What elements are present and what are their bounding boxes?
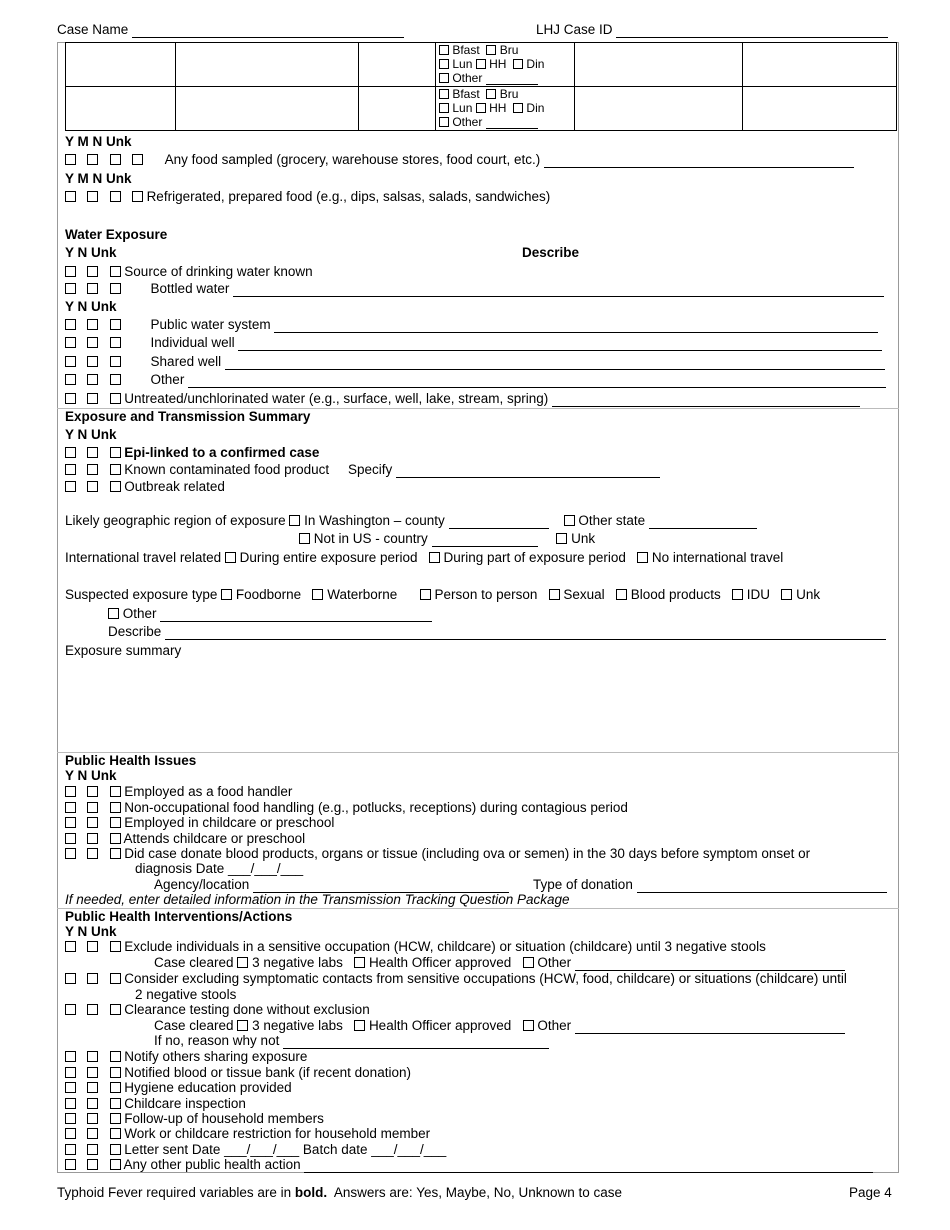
donation-type-label: Type of donation bbox=[533, 877, 633, 892]
checkbox-n[interactable] bbox=[87, 833, 98, 844]
public-water-input[interactable] bbox=[274, 320, 878, 333]
childcare-emp-label: Employed in childcare or preschool bbox=[124, 815, 335, 830]
checkbox-unk[interactable] bbox=[110, 464, 121, 475]
checkbox-ho-approved[interactable] bbox=[354, 957, 365, 968]
donate-row bbox=[65, 846, 810, 862]
region-label: Likely geographic region of exposure bbox=[65, 513, 286, 528]
donate-label: Did case donate blood products, organs or tissue (including ova or semen) in the 30 days before symptom onset or bbox=[124, 846, 811, 861]
water-source-label: Source of drinking water known bbox=[124, 264, 313, 279]
ynu-header: Y N Unk bbox=[65, 924, 117, 939]
checkbox-y[interactable] bbox=[65, 393, 76, 404]
checkbox-n[interactable] bbox=[87, 1159, 98, 1170]
checkbox-n[interactable] bbox=[87, 1067, 98, 1078]
exposure-type-row bbox=[65, 587, 820, 603]
intl-part-label: During part of exposure period bbox=[443, 550, 626, 565]
reason-input[interactable] bbox=[283, 1036, 549, 1049]
letter-label: Letter sent Date ___/___/___ Batch date ___/___/___ bbox=[124, 1142, 447, 1157]
person-label: Person to person bbox=[434, 587, 538, 602]
intl-travel-row bbox=[65, 550, 783, 566]
clearance-row bbox=[65, 1002, 370, 1018]
checkbox-unk[interactable] bbox=[110, 1144, 121, 1155]
checkbox-n[interactable] bbox=[87, 1051, 98, 1062]
footer-required-text: Typhoid Fever required variables are in bbox=[57, 1185, 292, 1200]
water-other-label: Other bbox=[150, 372, 185, 387]
checkbox-n[interactable] bbox=[87, 447, 98, 458]
checkbox[interactable] bbox=[513, 103, 523, 113]
case-cleared-label: Case cleared bbox=[154, 1018, 234, 1033]
other-input[interactable] bbox=[575, 1021, 845, 1034]
childcare-emp-row bbox=[65, 815, 334, 831]
exposure-summary-label: Exposure summary bbox=[65, 643, 182, 658]
untreated-label: Untreated/unchlorinated water (e.g., surface, well, lake, stream, spring) bbox=[124, 391, 549, 406]
checkbox-other-state[interactable] bbox=[564, 515, 575, 526]
checkbox[interactable] bbox=[439, 45, 449, 55]
checkbox-unk[interactable] bbox=[110, 337, 121, 348]
checkbox-unk[interactable] bbox=[110, 1159, 121, 1170]
checkbox-unk[interactable] bbox=[110, 319, 121, 330]
checkbox-y[interactable] bbox=[65, 356, 76, 367]
inspection-row bbox=[65, 1096, 246, 1112]
hygiene-row bbox=[65, 1080, 292, 1096]
checkbox-waterborne[interactable] bbox=[312, 589, 323, 600]
checkbox-y[interactable] bbox=[65, 447, 76, 458]
outbreak-label: Outbreak related bbox=[124, 479, 225, 494]
checkbox-n[interactable] bbox=[87, 464, 98, 475]
checkbox-y[interactable] bbox=[65, 1144, 76, 1155]
checkbox-person[interactable] bbox=[420, 589, 431, 600]
checkbox-n[interactable] bbox=[87, 374, 98, 385]
checkbox-foodborne[interactable] bbox=[221, 589, 232, 600]
meal-options-cell: Bfast Bru Lun HH Din Other bbox=[436, 43, 575, 87]
region-row bbox=[65, 513, 757, 529]
lhj-case-id-field[interactable] bbox=[536, 22, 888, 38]
checkbox-y[interactable] bbox=[65, 319, 76, 330]
intl-none-label: No international travel bbox=[651, 550, 784, 565]
checkbox-n[interactable] bbox=[87, 817, 98, 828]
followup-label: Follow-up of household members bbox=[124, 1111, 324, 1126]
case-name-field[interactable] bbox=[57, 22, 404, 38]
food-handler-row bbox=[65, 784, 292, 800]
restriction-row bbox=[65, 1126, 430, 1142]
case-cleared-row-1 bbox=[154, 955, 845, 971]
ynu-header: Y N Unk bbox=[65, 768, 117, 783]
checkbox-unk[interactable] bbox=[556, 533, 567, 544]
checkbox-y[interactable] bbox=[65, 786, 76, 797]
bottled-input[interactable] bbox=[233, 284, 884, 297]
checkbox-y[interactable] bbox=[65, 464, 76, 475]
table-row bbox=[66, 43, 897, 87]
checkbox[interactable] bbox=[439, 59, 449, 69]
checkbox-y[interactable] bbox=[65, 1067, 76, 1078]
checkbox-unk[interactable] bbox=[110, 1113, 121, 1124]
checkbox-y[interactable] bbox=[65, 1004, 76, 1015]
water-exposure-title: Water Exposure bbox=[65, 227, 168, 242]
checkbox[interactable] bbox=[439, 89, 449, 99]
checkbox-other[interactable] bbox=[523, 1020, 534, 1031]
checkbox-unk[interactable] bbox=[110, 848, 121, 859]
phi-note: If needed, enter detailed information in the Transmission Tracking Question Package bbox=[65, 892, 570, 907]
checkbox[interactable] bbox=[513, 59, 523, 69]
checkbox-idu[interactable] bbox=[732, 589, 743, 600]
hygiene-label: Hygiene education provided bbox=[124, 1080, 292, 1095]
untreated-input[interactable] bbox=[552, 394, 860, 407]
checkbox-n[interactable] bbox=[110, 191, 121, 202]
type-other-label: Other bbox=[122, 606, 157, 621]
checkbox-n[interactable] bbox=[87, 1144, 98, 1155]
donate-line2: diagnosis Date ___/___/___ bbox=[135, 861, 304, 876]
checkbox-unk[interactable] bbox=[110, 1128, 121, 1139]
checkbox-y[interactable] bbox=[65, 802, 76, 813]
type-other-input[interactable] bbox=[160, 609, 432, 622]
unk-label: Unk bbox=[571, 531, 596, 546]
donation-type-input[interactable] bbox=[637, 880, 887, 893]
checkbox-y[interactable] bbox=[65, 266, 76, 277]
checkbox[interactable] bbox=[486, 45, 496, 55]
checkbox[interactable] bbox=[439, 103, 449, 113]
exclude-label: Exclude individuals in a sensitive occupation (HCW, childcare) or situation (childcare) until 3 negative stools bbox=[124, 939, 766, 954]
checkbox-y[interactable] bbox=[65, 283, 76, 294]
specify-input[interactable] bbox=[396, 465, 660, 478]
describe-header: Describe bbox=[522, 245, 580, 260]
case-name-label: Case Name bbox=[57, 22, 129, 37]
shared-well-row bbox=[65, 354, 885, 370]
idu-label: IDU bbox=[746, 587, 771, 602]
checkbox-y[interactable] bbox=[65, 833, 76, 844]
checkbox-y[interactable] bbox=[65, 817, 76, 828]
checkbox[interactable] bbox=[476, 59, 486, 69]
notify-row bbox=[65, 1049, 307, 1065]
footer-note bbox=[57, 1185, 622, 1201]
water-source-row bbox=[65, 264, 313, 280]
checkbox-n[interactable] bbox=[87, 356, 98, 367]
nonocc-row bbox=[65, 800, 628, 816]
checkbox-unk[interactable] bbox=[110, 1051, 121, 1062]
waterborne-label: Waterborne bbox=[327, 587, 398, 602]
if-no-label: If no, reason why not bbox=[154, 1033, 280, 1048]
checkbox-unk[interactable] bbox=[110, 283, 121, 294]
case-cleared-row-2 bbox=[154, 1018, 845, 1034]
any-other-row bbox=[65, 1157, 873, 1173]
checkbox-in-wa[interactable] bbox=[289, 515, 300, 526]
ynu-header: Y N Unk bbox=[65, 427, 117, 442]
checkbox-unk[interactable] bbox=[110, 447, 121, 458]
checkbox-unk[interactable] bbox=[110, 481, 121, 492]
checkbox-intl-none[interactable] bbox=[637, 552, 648, 563]
checkbox-unk[interactable] bbox=[110, 266, 121, 277]
childcare-att-row bbox=[65, 831, 305, 847]
checkbox-y[interactable] bbox=[65, 337, 76, 348]
any-other-input[interactable] bbox=[304, 1160, 873, 1173]
checkbox-unk[interactable] bbox=[110, 1067, 121, 1078]
checkbox-unk[interactable] bbox=[110, 356, 121, 367]
county-input[interactable] bbox=[449, 516, 549, 529]
checkbox-unk[interactable] bbox=[110, 802, 121, 813]
describe-input[interactable] bbox=[165, 627, 886, 640]
sexual-label: Sexual bbox=[563, 587, 605, 602]
checkbox-n[interactable] bbox=[87, 1128, 98, 1139]
agency-row bbox=[154, 877, 509, 893]
checkbox-intl-part[interactable] bbox=[429, 552, 440, 563]
checkbox-n[interactable] bbox=[87, 1098, 98, 1109]
checkbox-n[interactable] bbox=[87, 283, 98, 294]
neg-labs-label: 3 negative labs bbox=[252, 955, 343, 970]
checkbox-unk[interactable] bbox=[132, 154, 143, 165]
checkbox-y[interactable] bbox=[65, 481, 76, 492]
checkbox-blood[interactable] bbox=[616, 589, 627, 600]
any-other-label: Any other public health action bbox=[123, 1157, 301, 1172]
checkbox-n[interactable] bbox=[87, 973, 98, 984]
checkbox-n[interactable] bbox=[87, 337, 98, 348]
phia-title: Public Health Interventions/Actions bbox=[65, 909, 293, 924]
epi-linked-label: Epi-linked to a confirmed case bbox=[124, 445, 320, 460]
water-other-input[interactable] bbox=[188, 375, 886, 388]
checkbox-y[interactable] bbox=[65, 1098, 76, 1109]
bottled-row bbox=[65, 281, 884, 297]
exposure-type-label: Suspected exposure type bbox=[65, 587, 218, 602]
notified-bank-row bbox=[65, 1065, 411, 1081]
checkbox-m[interactable] bbox=[87, 191, 98, 202]
checkbox-y[interactable] bbox=[65, 154, 76, 165]
checkbox-n[interactable] bbox=[87, 319, 98, 330]
restriction-label: Work or childcare restriction for household member bbox=[124, 1126, 431, 1141]
checkbox[interactable] bbox=[486, 89, 496, 99]
checkbox-unk[interactable] bbox=[110, 786, 121, 797]
lhj-case-id-label: LHJ Case ID bbox=[536, 22, 613, 37]
clearance-label: Clearance testing done without exclusion bbox=[124, 1002, 370, 1017]
describe-row bbox=[108, 624, 886, 640]
checkbox-n[interactable] bbox=[87, 1113, 98, 1124]
refrigerated-row bbox=[65, 189, 550, 205]
other-label: Other bbox=[537, 955, 572, 970]
consider-row bbox=[65, 971, 847, 987]
childcare-att-label: Attends childcare or preschool bbox=[123, 831, 306, 846]
other-label: Other bbox=[537, 1018, 572, 1033]
checkbox-type-unk[interactable] bbox=[781, 589, 792, 600]
checkbox-unk[interactable] bbox=[110, 833, 121, 844]
region-row-2 bbox=[299, 531, 595, 547]
checkbox-n[interactable] bbox=[87, 786, 98, 797]
reason-row bbox=[154, 1033, 549, 1049]
blood-label: Blood products bbox=[630, 587, 721, 602]
checkbox[interactable] bbox=[439, 73, 449, 83]
notify-label: Notify others sharing exposure bbox=[124, 1049, 308, 1064]
checkbox-y[interactable] bbox=[65, 191, 76, 202]
summary-title: Exposure and Transmission Summary bbox=[65, 409, 311, 424]
footer-answers-text: Answers are: Yes, Maybe, No, Unknown to case bbox=[333, 1185, 623, 1200]
checkbox-unk[interactable] bbox=[110, 973, 121, 984]
foodborne-label: Foodborne bbox=[235, 587, 302, 602]
exclude-row bbox=[65, 939, 766, 955]
checkbox-y[interactable] bbox=[65, 1051, 76, 1062]
not-us-label: Not in US - country bbox=[313, 531, 428, 546]
ynu-header: Y N Unk bbox=[65, 245, 117, 260]
checkbox-intl-entire[interactable] bbox=[225, 552, 236, 563]
public-water-row bbox=[65, 317, 878, 333]
checkbox-y[interactable] bbox=[65, 848, 76, 859]
checkbox-type-other[interactable] bbox=[108, 608, 119, 619]
ymnu-header: Y M N Unk bbox=[65, 134, 132, 149]
food-sampled-label: Any food sampled (grocery, warehouse stores, food court, etc.) bbox=[164, 152, 541, 167]
epi-linked-row bbox=[65, 445, 319, 461]
other-input[interactable] bbox=[575, 958, 845, 971]
describe-label: Describe bbox=[108, 624, 162, 639]
in-wa-label: In Washington – county bbox=[304, 513, 445, 528]
phi-title: Public Health Issues bbox=[65, 753, 197, 768]
other-state-input[interactable] bbox=[649, 516, 757, 529]
checkbox-ho-approved[interactable] bbox=[354, 1020, 365, 1031]
meal-table bbox=[65, 42, 897, 131]
specify-label: Specify bbox=[347, 462, 393, 477]
bottled-label: Bottled water bbox=[150, 281, 230, 296]
individual-well-row bbox=[65, 335, 882, 351]
ynu-header: Y N Unk bbox=[65, 299, 117, 314]
checkbox-unk[interactable] bbox=[110, 1004, 121, 1015]
checkbox[interactable] bbox=[439, 117, 449, 127]
refrigerated-label: Refrigerated, prepared food (e.g., dips, salsas, salads, sandwiches) bbox=[146, 189, 551, 204]
checkbox-n[interactable] bbox=[87, 1082, 98, 1093]
untreated-row bbox=[65, 391, 860, 407]
individual-well-input[interactable] bbox=[238, 338, 882, 351]
checkbox-n[interactable] bbox=[87, 802, 98, 813]
checkbox-unk[interactable] bbox=[132, 191, 143, 202]
food-sampled-input[interactable] bbox=[544, 155, 854, 168]
intl-label: International travel related bbox=[65, 550, 222, 565]
checkbox-n[interactable] bbox=[87, 1004, 98, 1015]
letter-row bbox=[65, 1142, 446, 1158]
checkbox-sexual[interactable] bbox=[549, 589, 560, 600]
notified-bank-label: Notified blood or tissue bank (if recent donation) bbox=[124, 1065, 411, 1080]
checkbox-m[interactable] bbox=[87, 154, 98, 165]
checkbox-y[interactable] bbox=[65, 941, 76, 952]
known-contaminated-row bbox=[65, 462, 660, 478]
other-state-label: Other state bbox=[578, 513, 646, 528]
checkbox-unk[interactable] bbox=[110, 374, 121, 385]
food-sampled-row bbox=[65, 152, 854, 168]
checkbox-n[interactable] bbox=[87, 266, 98, 277]
checkbox-y[interactable] bbox=[65, 1128, 76, 1139]
ho-approved-label: Health Officer approved bbox=[368, 1018, 512, 1033]
nonocc-label: Non-occupational food handling (e.g., potlucks, receptions) during contagious period bbox=[124, 800, 628, 815]
water-other-row bbox=[65, 372, 886, 388]
country-input[interactable] bbox=[432, 534, 538, 547]
checkbox-n[interactable] bbox=[87, 848, 98, 859]
checkbox-y[interactable] bbox=[65, 374, 76, 385]
consider-line2: 2 negative stools bbox=[135, 987, 237, 1002]
ymnu-header: Y M N Unk bbox=[65, 171, 132, 186]
checkbox-unk[interactable] bbox=[110, 941, 121, 952]
checkbox-y[interactable] bbox=[65, 1082, 76, 1093]
exposure-summary-area[interactable] bbox=[60, 660, 896, 750]
known-contaminated-label: Known contaminated food product bbox=[124, 462, 330, 477]
checkbox-y[interactable] bbox=[65, 973, 76, 984]
public-water-label: Public water system bbox=[150, 317, 271, 332]
outbreak-row bbox=[65, 479, 225, 495]
neg-labs-label: 3 negative labs bbox=[252, 1018, 343, 1033]
food-handler-label: Employed as a food handler bbox=[124, 784, 293, 799]
shared-well-label: Shared well bbox=[150, 354, 222, 369]
agency-label: Agency/location bbox=[154, 877, 250, 892]
checkbox-unk[interactable] bbox=[110, 1098, 121, 1109]
checkbox-unk[interactable] bbox=[110, 393, 121, 404]
shared-well-input[interactable] bbox=[225, 357, 885, 370]
checkbox-y[interactable] bbox=[65, 1113, 76, 1124]
donation-type-row bbox=[533, 877, 887, 893]
footer-bold-text: bold. bbox=[294, 1185, 328, 1200]
checkbox-n[interactable] bbox=[87, 481, 98, 492]
checkbox-other[interactable] bbox=[523, 957, 534, 968]
checkbox-n[interactable] bbox=[87, 941, 98, 952]
table-row bbox=[66, 87, 897, 131]
page-number: Page 4 bbox=[849, 1185, 892, 1200]
individual-well-label: Individual well bbox=[150, 335, 235, 350]
checkbox-y[interactable] bbox=[65, 1159, 76, 1170]
checkbox-neg-labs[interactable] bbox=[237, 1020, 248, 1031]
followup-row bbox=[65, 1111, 324, 1127]
inspection-label: Childcare inspection bbox=[124, 1096, 246, 1111]
case-cleared-label: Case cleared bbox=[154, 955, 234, 970]
checkbox-neg-labs[interactable] bbox=[237, 957, 248, 968]
meal-options-cell: Bfast Bru Lun HH Din Other bbox=[436, 87, 575, 131]
intl-entire-label: During entire exposure period bbox=[239, 550, 418, 565]
checkbox-not-us[interactable] bbox=[299, 533, 310, 544]
checkbox[interactable] bbox=[476, 103, 486, 113]
checkbox-unk[interactable] bbox=[110, 1082, 121, 1093]
exposure-other-row bbox=[108, 606, 432, 622]
checkbox-unk[interactable] bbox=[110, 817, 121, 828]
type-unk-label: Unk bbox=[796, 587, 821, 602]
checkbox-n[interactable] bbox=[110, 154, 121, 165]
checkbox-n[interactable] bbox=[87, 393, 98, 404]
consider-label: Consider excluding symptomatic contacts from sensitive occupations (HCW, food, childcare) or situations (childcare) until bbox=[124, 971, 847, 986]
ho-approved-label: Health Officer approved bbox=[368, 955, 512, 970]
